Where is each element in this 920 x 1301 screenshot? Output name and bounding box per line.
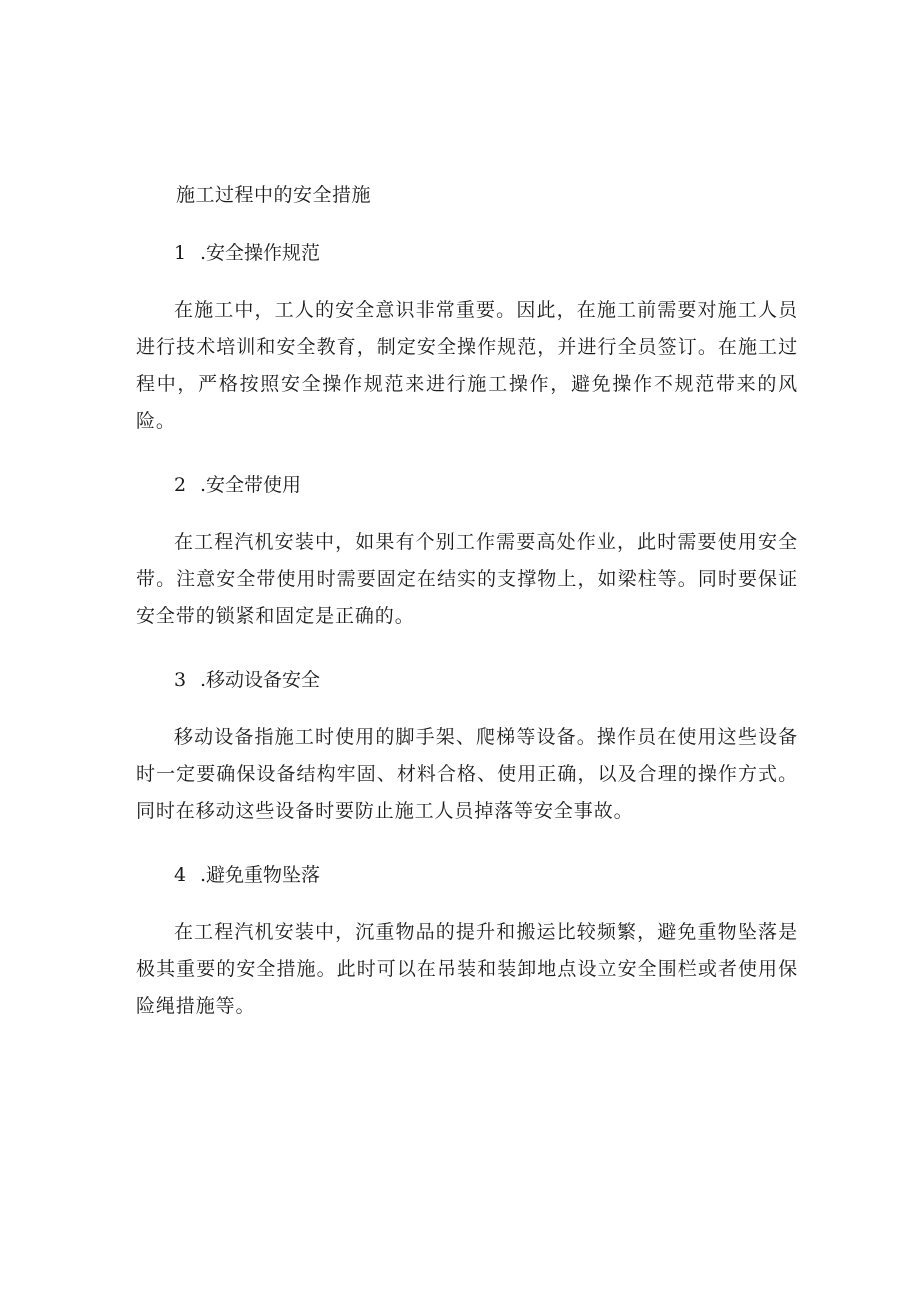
section-number: 3 xyxy=(174,669,187,691)
section-number: 2 xyxy=(174,474,187,496)
section-paragraph: 在工程汽机安装中，沉重物品的提升和搬运比较频繁，避免重物坠落是极其重要的安全措施。此时可以在吊装和装卸地点设立安全围栏或者使用保险绳措施等。 xyxy=(136,921,798,1017)
section-number: 1 xyxy=(174,242,187,264)
section-heading-text: .避免重物坠落 xyxy=(200,864,321,886)
section-3 xyxy=(136,665,798,830)
section-heading xyxy=(174,860,798,890)
section-1 xyxy=(136,238,798,440)
section-heading xyxy=(174,470,798,500)
document-body xyxy=(136,180,798,1055)
section-paragraph: 在工程汽机安装中，如果有个别工作需要高处作业，此时需要使用安全带。注意安全带使用时需要固定在结实的支撑物上，如梁柱等。同时要保证安全带的锁紧和固定是正确的。 xyxy=(136,531,798,627)
document-title: 施工过程中的安全措施 xyxy=(176,184,372,206)
section-heading-text: .安全带使用 xyxy=(200,474,302,496)
section-paragraph: 在施工中，工人的安全意识非常重要。因此，在施工前需要对施工人员进行技术培训和安全教育，制定安全操作规范，并进行全员签订。在施工过程中，严格按照安全操作规范来进行施工操作，避免操作不规范带来的风险。 xyxy=(136,299,798,432)
section-2 xyxy=(136,470,798,635)
section-number: 4 xyxy=(174,864,187,886)
section-heading-text: .移动设备安全 xyxy=(200,669,321,691)
section-4 xyxy=(136,860,798,1025)
section-paragraph: 移动设备指施工时使用的脚手架、爬梯等设备。操作员在使用这些设备时一定要确保设备结构牢固、材料合格、使用正确，以及合理的操作方式。同时在移动这些设备时要防止施工人员掉落等安全事故。 xyxy=(136,726,798,822)
section-heading-text: .安全操作规范 xyxy=(200,242,321,264)
section-heading xyxy=(174,665,798,695)
section-heading xyxy=(174,238,798,268)
